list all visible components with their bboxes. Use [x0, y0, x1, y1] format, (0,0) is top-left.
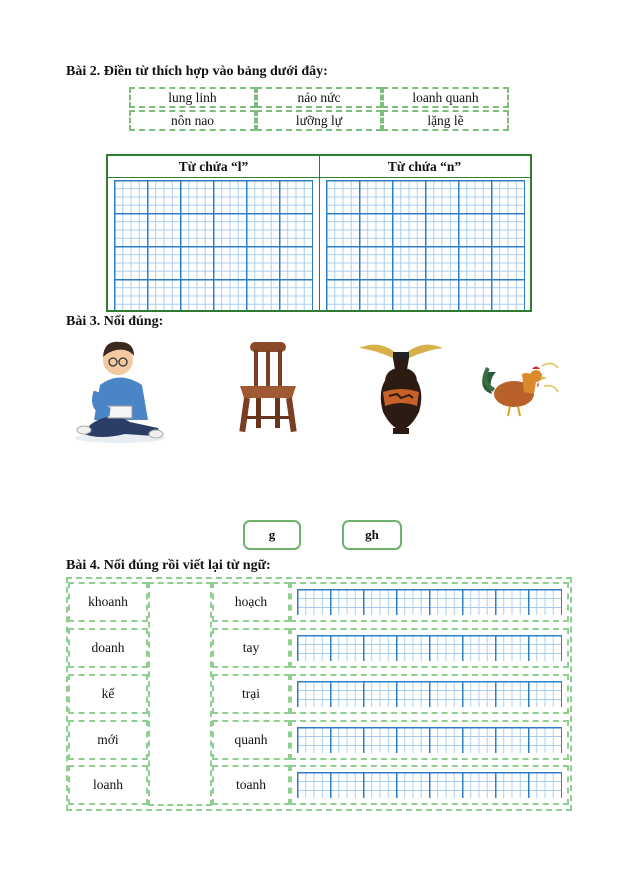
- writing-grid-l[interactable]: [114, 180, 313, 310]
- word-bank-item[interactable]: lưỡng lự: [256, 110, 382, 131]
- word-bank-item[interactable]: lặng lẽ: [382, 110, 509, 131]
- option-g[interactable]: g: [243, 520, 301, 550]
- column-divider: [319, 177, 320, 310]
- word-bank-item[interactable]: náo nức: [256, 87, 382, 108]
- rooster-icon[interactable]: [478, 360, 560, 418]
- left-word[interactable]: khoanh: [68, 582, 148, 622]
- bai4-title: Bài 4. Nối đúng rồi viết lại từ ngữ:: [66, 558, 271, 573]
- right-word[interactable]: tay: [212, 628, 290, 668]
- writing-grid-n[interactable]: [326, 180, 525, 310]
- greek-vase-icon[interactable]: [355, 334, 447, 436]
- right-word[interactable]: quanh: [212, 720, 290, 760]
- writing-row[interactable]: [290, 582, 569, 622]
- left-word[interactable]: loanh: [68, 765, 148, 805]
- sorting-table: [106, 154, 532, 312]
- right-word[interactable]: hoạch: [212, 582, 290, 622]
- left-word[interactable]: doanh: [68, 628, 148, 668]
- column-header-n: Từ chứa “n”: [319, 156, 530, 178]
- boy-reading-icon[interactable]: [70, 330, 170, 445]
- wooden-chair-icon[interactable]: [232, 338, 304, 434]
- word-bank-item[interactable]: nôn nao: [129, 110, 256, 131]
- option-gh[interactable]: gh: [342, 520, 402, 550]
- writing-row[interactable]: [290, 765, 569, 805]
- word-bank-item[interactable]: lung linh: [129, 87, 256, 108]
- right-word[interactable]: toanh: [212, 765, 290, 805]
- bai3-title: Bài 3. Nối đúng:: [66, 314, 164, 329]
- left-word[interactable]: mới: [68, 720, 148, 760]
- writing-row[interactable]: [290, 628, 569, 668]
- column-header-l: Từ chứa “l”: [108, 156, 320, 178]
- right-word[interactable]: trại: [212, 674, 290, 714]
- left-word[interactable]: kế: [68, 674, 148, 714]
- connection-area[interactable]: [148, 582, 212, 806]
- writing-row[interactable]: [290, 674, 569, 714]
- word-bank-item[interactable]: loanh quanh: [382, 87, 509, 108]
- bai2-title: Bài 2. Điền từ thích hợp vào bảng dưới đây:: [66, 64, 328, 79]
- writing-row[interactable]: [290, 720, 569, 760]
